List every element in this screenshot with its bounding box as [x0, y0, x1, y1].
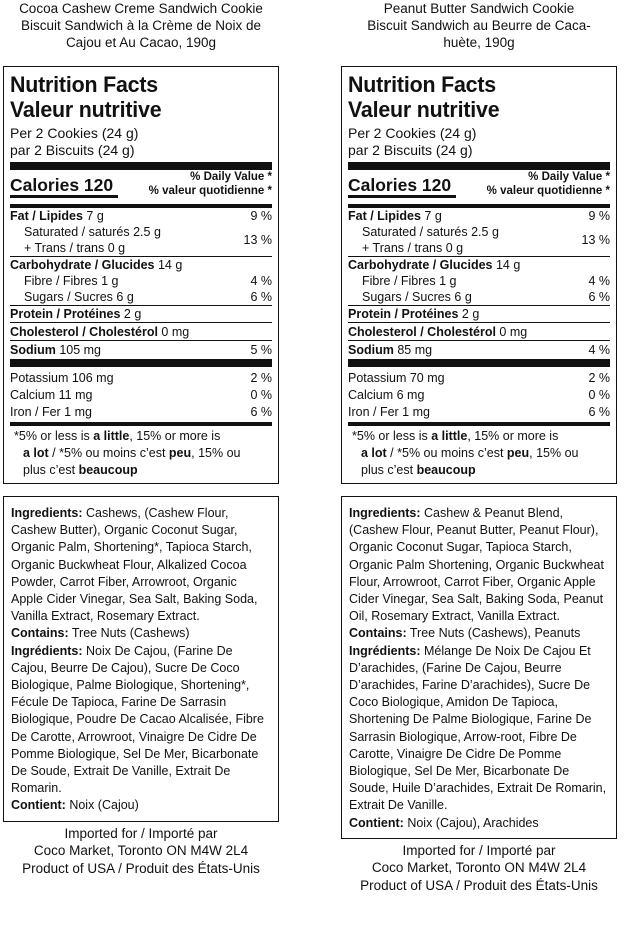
fibre-row: Fibre / Fibres 1 g 4 %	[24, 274, 272, 288]
calcium-row: Calcium 6 mg 0 %	[348, 388, 610, 402]
ingredients-en: Ingredients: Cashews, (Cashew Flour, Cashew Butter), Organic Coconut Sugar, Organic Palm, Shortening*, Tapioca Starch, Organic Buckwheat Flour, Alkalized Cocoa Powder, Carrot Fiber, Arrowroot, Organic Apple Cider Vinegar, Sea Salt, Baking Soda, Vanilla Extract, Rosemary Extract.	[11, 506, 258, 624]
divider-thin	[348, 322, 610, 323]
sodium-row: Sodium 105 mg 5 %	[10, 343, 272, 357]
calories-row	[348, 170, 610, 204]
daily-value-header: % Daily Value * % valeur quotidienne *	[148, 171, 272, 197]
contains-en: Contains: Tree Nuts (Cashews), Peanuts	[349, 626, 581, 641]
right-product-column	[341, 0, 617, 894]
serving-size-fr: par 2 Biscuits (24 g)	[10, 142, 135, 158]
divider-thin	[10, 340, 272, 341]
calories-label: Calories 120	[348, 175, 456, 198]
footnote: *5% or less is a little, 15% or more is a lot / *5% ou moins c’est peu, 15% ou plus c’est beaucoup	[14, 429, 241, 477]
saturated-trans-row: Saturated / saturés 2.5 g + Trans / trans 0 g 13 %	[362, 225, 610, 255]
contains-en: Contains: Tree Nuts (Cashews)	[11, 626, 190, 641]
nutrition-facts-panel	[341, 66, 617, 484]
divider-thick	[10, 359, 272, 367]
potassium-row: Potassium 106 mg 2 %	[10, 371, 272, 385]
importer-info: Imported for / Importé par Coco Market, Toronto ON M4W 2L4 Product of USA / Produit des États-Unis	[360, 842, 598, 893]
serving-size-fr: par 2 Biscuits (24 g)	[348, 142, 473, 158]
daily-value-header: % Daily Value * % valeur quotidienne *	[486, 171, 610, 197]
divider-thick	[348, 359, 610, 367]
divider-thick	[10, 162, 272, 170]
protein-row: Protein / Protéines 2 g	[348, 307, 480, 321]
divider-thin	[10, 322, 272, 323]
saturated-trans-row: Saturated / saturés 2.5 g + Trans / trans 0 g 13 %	[24, 225, 272, 255]
ingredients-en: Ingredients: Cashew & Peanut Blend, (Cashew Flour, Peanut Butter, Peanut Flour), Organic Coconut Sugar, Tapioca Starch, Organic Palm Shortening, Organic Buckwheat Flour, Arrowroot, Carrot Fiber, Organic Apple Cider Vinegar, Sea Salt, Baking Soda, Peanut Oil, Rosemary Extract, Vanilla Extract.	[349, 506, 604, 624]
panel-title-en: Nutrition Facts	[348, 72, 496, 97]
carbohydrate-row: Carbohydrate / Glucides 14 g	[10, 258, 183, 272]
serving-size-en: Per 2 Cookies (24 g)	[10, 125, 139, 141]
panel-title-en: Nutrition Facts	[10, 72, 158, 97]
panel-title-fr: Valeur nutritive	[10, 97, 162, 122]
ingredients-box	[3, 496, 279, 822]
potassium-row: Potassium 70 mg 2 %	[348, 371, 610, 385]
calories-label: Calories 120	[10, 175, 118, 198]
contains-fr: Contient: Noix (Cajou), Arachides	[349, 815, 539, 830]
fibre-row: Fibre / Fibres 1 g 4 %	[362, 274, 610, 288]
sugars-row: Sugars / Sucres 6 g 6 %	[24, 290, 272, 304]
sodium-row: Sodium 85 mg 4 %	[348, 343, 610, 357]
product-name: Cocoa Cashew Creme Sandwich Cookie Biscuit Sandwich à la Crème de Noix de Cajou et Au Cacao, 190g	[19, 1, 263, 50]
divider-thick	[348, 162, 610, 170]
ingredients-box	[341, 496, 617, 839]
cholesterol-row: Cholesterol / Cholestérol 0 mg	[10, 325, 190, 339]
product-name: Peanut Butter Sandwich Cookie Biscuit Sandwich au Beurre de Caca- huète, 190g	[367, 1, 591, 50]
contains-fr: Contient: Noix (Cajou)	[11, 798, 139, 813]
calories-row	[10, 170, 272, 204]
protein-row: Protein / Protéines 2 g	[10, 307, 142, 321]
importer-info: Imported for / Importé par Coco Market, Toronto ON M4W 2L4 Product of USA / Produit des États-Unis	[22, 825, 260, 876]
divider-thin	[348, 340, 610, 341]
sugars-row: Sugars / Sucres 6 g 6 %	[362, 290, 610, 304]
ingredients-fr: Ingrédients: Mélange De Noix De Cajou Et D’arachides, (Farine De Cajou, Beurre D’arachides, Farine D’arachides), Sucre De Coco Biologique, Amidon De Tapioca, Shortening De Palme Biologique, Farine De Sarrasin Biologique, Arrow-root, Fibre De Carotte, Vinaigre De Cidre De Pomme Biologique, Sel De Mer, Bicarbonate De Soude, Huile D’arachides, Extrait De Romarin, Extrait De Vanille.	[349, 643, 607, 813]
iron-row: Iron / Fer 1 mg 6 %	[10, 405, 272, 419]
carbohydrate-row: Carbohydrate / Glucides 14 g	[348, 258, 521, 272]
calcium-row: Calcium 11 mg 0 %	[10, 388, 272, 402]
serving-size-en: Per 2 Cookies (24 g)	[348, 125, 477, 141]
iron-row: Iron / Fer 1 mg 6 %	[348, 405, 610, 419]
panel-title-fr: Valeur nutritive	[348, 97, 500, 122]
fat-row: Fat / Lipides 7 g 9 %	[10, 209, 272, 223]
nutrition-facts-panel	[3, 66, 279, 484]
left-product-column	[3, 0, 279, 877]
footnote: *5% or less is a little, 15% or more is a lot / *5% ou moins c’est peu, 15% ou plus c’est beaucoup	[352, 429, 579, 477]
cholesterol-row: Cholesterol / Cholestérol 0 mg	[348, 325, 528, 339]
ingredients-fr: Ingrédients: Noix De Cajou, (Farine De Cajou, Beurre De Cajou), Sucre De Coco Biologique, Palme Biologique, Shortening*, Fécule De Tapioca, Farine De Sarrasin Biologique, Poudre De Cacao Alcalisée, Fibre De Carotte, Arrowroot, Vinaigre De Cidre De Pomme Biologique, Sel De Mer, Bicarbonate De Soude, Extrait De Vanille, Extrait De Romarin.	[11, 643, 264, 796]
fat-row: Fat / Lipides 7 g 9 %	[348, 209, 610, 223]
